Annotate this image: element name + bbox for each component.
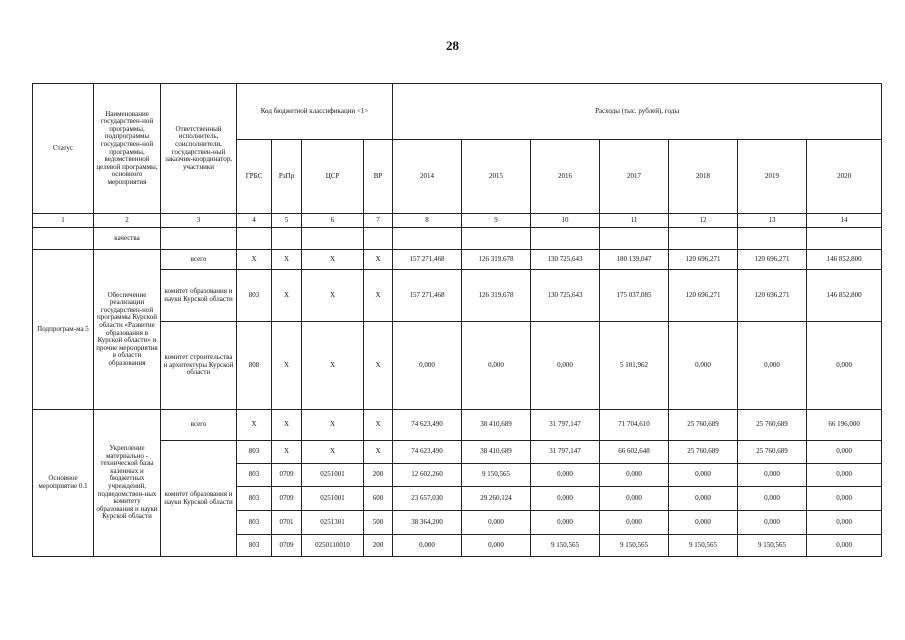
cell-value: 38 364,200 [393, 511, 462, 535]
cell-value: 130 725,643 [531, 250, 600, 270]
cell-value: 146 852,800 [807, 270, 882, 322]
cell-value: 0,000 [807, 487, 882, 511]
header-year: 2014 [393, 140, 462, 214]
cell-grbs: 803 [237, 511, 272, 535]
header-budget-code: Код бюджетной классификации <1> [237, 84, 393, 140]
cell-value: 146 852,800 [807, 250, 882, 270]
cell-value: 0,000 [807, 441, 882, 464]
column-numbers-row [33, 214, 882, 228]
cell-vr: Х [364, 250, 393, 270]
cell-csr: 0251301 [302, 511, 364, 535]
cell-grbs: 803 [237, 441, 272, 464]
cell-csr: Х [302, 250, 364, 270]
table-row [33, 250, 882, 270]
cell-value: 126 319,678 [462, 250, 531, 270]
header-csr: ЦСР [302, 140, 364, 214]
budget-table [32, 83, 882, 557]
header-grbs: ГРБС [237, 140, 272, 214]
cell-csr: Х [302, 441, 364, 464]
cell-value: 0,000 [600, 511, 669, 535]
cell-value: 66 196,000 [807, 410, 882, 441]
cell-value: 71 704,610 [600, 410, 669, 441]
cell-grbs: 803 [237, 535, 272, 557]
col-number: 8 [393, 214, 462, 228]
cell-csr: 0251001 [302, 464, 364, 487]
cell-value: 0,000 [738, 511, 807, 535]
cell-value: 157 271,468 [393, 250, 462, 270]
cell-value: 5 101,962 [600, 322, 669, 410]
cell-vr: Х [364, 410, 393, 441]
cell-value: 25 760,689 [738, 410, 807, 441]
header-year: 2017 [600, 140, 669, 214]
cell-grbs: 803 [237, 464, 272, 487]
header-year: 2019 [738, 140, 807, 214]
row-status: Подпрограм-ма 5 [33, 250, 94, 410]
table-row [33, 270, 882, 322]
cell-value: 38 410,689 [462, 410, 531, 441]
header-rzpr: РзПр [272, 140, 302, 214]
cell-value: 0,000 [531, 464, 600, 487]
cell-vr: Х [364, 322, 393, 410]
table-row [33, 441, 882, 464]
cell-value: 130 725,643 [531, 270, 600, 322]
cell-value: 12 602,260 [393, 464, 462, 487]
cell-value: 25 760,689 [738, 441, 807, 464]
table-row [33, 410, 882, 441]
cell-value: 25 760,689 [669, 441, 738, 464]
cell-value: 23 657,030 [393, 487, 462, 511]
cell-value: 120 696,271 [738, 270, 807, 322]
row-name: Укрепление материально - технической базы казенных и бюджетных учреждений, подведомствен-ных комитету образования и науки Курской области [94, 410, 161, 557]
cell-rzpr: 0701 [272, 511, 302, 535]
cell-value: 9 150,565 [462, 464, 531, 487]
cell-value: 120 696,271 [669, 250, 738, 270]
cell-value: 0,000 [393, 322, 462, 410]
header-year: 2015 [462, 140, 531, 214]
cell-value: 9 150,565 [738, 535, 807, 557]
cell-value: 0,000 [738, 322, 807, 410]
col-number: 12 [669, 214, 738, 228]
cell-value: 120 696,271 [738, 250, 807, 270]
row-name: Обеспечение реализации государствен-ной программы Курской области «Развитие образования в Курской области» и прочие мероприятия в области образования [94, 250, 161, 410]
cell-value: 180 139,047 [600, 250, 669, 270]
cell-vr: Х [364, 441, 393, 464]
col-number: 4 [237, 214, 272, 228]
table-row [33, 322, 882, 410]
cell-rzpr: Х [272, 410, 302, 441]
row-responsible: комитет образования и науки Курской области [161, 270, 237, 322]
header-name: Наименование государствен-ной программы, подпрограммы государствен-ной программы, ведомственной целевой программы, основного мероприятия [94, 84, 161, 214]
header-responsible: Ответственный исполнитель, соисполнители, государствен-ный заказчик-координатор, участники [161, 84, 237, 214]
cell-value: 0,000 [807, 464, 882, 487]
col-number: 1 [33, 214, 94, 228]
cell-value: 0,000 [738, 464, 807, 487]
col-number: 7 [364, 214, 393, 228]
continuation-row [33, 228, 882, 250]
cell-rzpr: Х [272, 250, 302, 270]
cell-value: 0,000 [531, 322, 600, 410]
cell-value: 31 797,147 [531, 410, 600, 441]
col-number: 14 [807, 214, 882, 228]
cell-csr: Х [302, 410, 364, 441]
cell-value: 0,000 [531, 487, 600, 511]
col-number: 10 [531, 214, 600, 228]
cell-value: 9 150,565 [669, 535, 738, 557]
cell-grbs: Х [237, 410, 272, 441]
header-year: 2020 [807, 140, 882, 214]
col-number: 13 [738, 214, 807, 228]
row-responsible: всего [161, 250, 237, 270]
cell-grbs: 808 [237, 322, 272, 410]
cell-grbs: 803 [237, 270, 272, 322]
cell-value: 74 623,490 [393, 441, 462, 464]
cell-csr: 0250110010 [302, 535, 364, 557]
cell-value: 0,000 [462, 322, 531, 410]
cell-value: 0,000 [393, 535, 462, 557]
cell-value: 0,000 [807, 322, 882, 410]
cell-value: 0,000 [600, 464, 669, 487]
cell-value: 38 410,689 [462, 441, 531, 464]
row-responsible: всего [161, 410, 237, 441]
cell-rzpr: Х [272, 441, 302, 464]
col-number: 9 [462, 214, 531, 228]
cell-value: 157 271,468 [393, 270, 462, 322]
row-status: Основное мероприятие 0.1 [33, 410, 94, 557]
col-number: 3 [161, 214, 237, 228]
col-number: 11 [600, 214, 669, 228]
cell-value: 0,000 [669, 511, 738, 535]
cell-value: 175 037,085 [600, 270, 669, 322]
cell-vr: 200 [364, 464, 393, 487]
cell-value: 9 150,565 [600, 535, 669, 557]
cell-value: 120 696,271 [669, 270, 738, 322]
col-number: 5 [272, 214, 302, 228]
row-responsible: комитет образования и науки Курской области [161, 441, 237, 557]
cell-value: 0,000 [669, 322, 738, 410]
cell-value: 74 623,490 [393, 410, 462, 441]
cell-vr: 500 [364, 511, 393, 535]
page-number: 28 [446, 38, 459, 53]
cell-rzpr: Х [272, 322, 302, 410]
cell-value: 0,000 [600, 487, 669, 511]
cell-value: 126 319,678 [462, 270, 531, 322]
cell-vr: 600 [364, 487, 393, 511]
cell-value: 0,000 [738, 487, 807, 511]
header-vr: ВР [364, 140, 393, 214]
continuation-text: качества [94, 228, 161, 250]
cell-csr: 0251001 [302, 487, 364, 511]
cell-vr: Х [364, 270, 393, 322]
cell-value: 0,000 [669, 464, 738, 487]
header-year: 2016 [531, 140, 600, 214]
header-expenses: Расходы (тыс. рублей), годы [393, 84, 882, 140]
header-year: 2018 [669, 140, 738, 214]
cell-rzpr: 0709 [272, 464, 302, 487]
cell-csr: Х [302, 322, 364, 410]
cell-value: 0,000 [462, 511, 531, 535]
cell-value: 25 760,689 [669, 410, 738, 441]
col-number: 2 [94, 214, 161, 228]
header-status: Статус [33, 84, 94, 214]
cell-grbs: 803 [237, 487, 272, 511]
cell-value: 0,000 [462, 535, 531, 557]
cell-rzpr: 0709 [272, 487, 302, 511]
cell-value: 66 602,648 [600, 441, 669, 464]
cell-rzpr: Х [272, 270, 302, 322]
cell-value: 0,000 [807, 511, 882, 535]
cell-value: 0,000 [807, 535, 882, 557]
cell-rzpr: 0709 [272, 535, 302, 557]
cell-grbs: Х [237, 250, 272, 270]
cell-value: 9 150,565 [531, 535, 600, 557]
row-responsible: комитет строительства и архитектуры Курской области [161, 322, 237, 410]
cell-value: 29 260,124 [462, 487, 531, 511]
cell-value: 31 797,147 [531, 441, 600, 464]
header-row-1 [33, 84, 882, 140]
cell-value: 0,000 [669, 487, 738, 511]
cell-vr: 200 [364, 535, 393, 557]
cell-csr: Х [302, 270, 364, 322]
col-number: 6 [302, 214, 364, 228]
cell-value: 0,000 [531, 511, 600, 535]
